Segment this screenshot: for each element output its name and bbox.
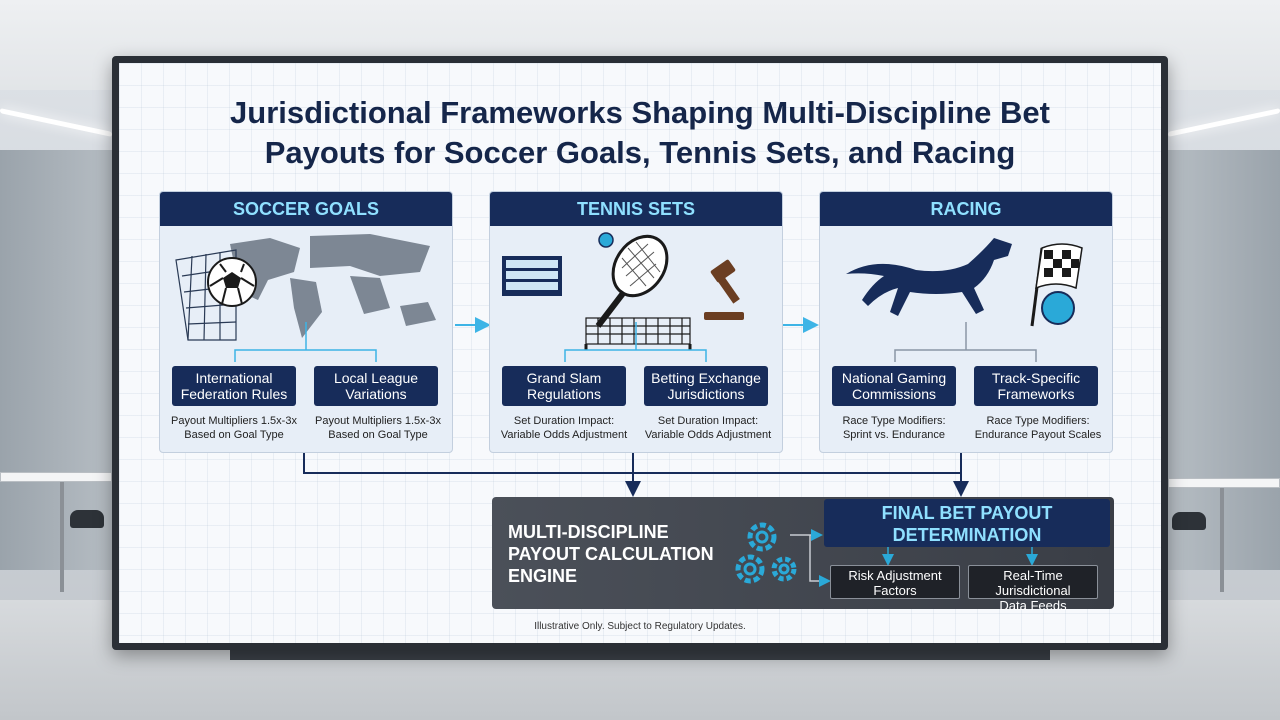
racehorse-icon — [846, 238, 1012, 316]
factor-line-2: Data Feeds — [999, 598, 1067, 613]
note-line-1: Race Type Modifiers: — [986, 415, 1090, 427]
box-line-1: Track-Specific — [991, 370, 1081, 386]
note-local-league — [308, 414, 448, 442]
panel-soccer-header: SOCCER GOALS — [160, 192, 452, 226]
engine-label-line-2: PAYOUT CALCULATION — [508, 544, 714, 564]
racing-illustration — [820, 226, 1112, 356]
soccer-ball-icon — [208, 258, 256, 306]
box-line-1: International — [195, 370, 273, 386]
box-line-1: Grand Slam — [526, 370, 602, 386]
board-stand — [230, 650, 1050, 660]
note-track-specific — [968, 414, 1108, 442]
desk-right — [1168, 478, 1280, 488]
box-track-specific-frameworks — [974, 366, 1098, 406]
payout-engine-block — [492, 497, 1114, 613]
chair-left — [70, 510, 104, 528]
engine-label-line-1: MULTI-DISCIPLINE — [508, 522, 669, 542]
note-line-2: Variable Odds Adjustment — [500, 429, 628, 441]
panel-tennis — [489, 191, 783, 453]
note-line-2: Based on Goal Type — [184, 429, 284, 441]
note-international — [164, 414, 304, 442]
note-line-2: Endurance Payout Scales — [974, 429, 1102, 441]
box-line-1: Betting Exchange — [651, 370, 761, 386]
factor-line-1: Risk Adjustment — [848, 568, 942, 583]
tennis-illustration — [490, 226, 782, 356]
ceiling-light-right — [1168, 108, 1280, 137]
desk-leg-right — [1220, 488, 1224, 592]
chair-right — [1172, 512, 1206, 530]
note-line-1: Race Type Modifiers: — [842, 415, 946, 427]
note-national-gaming — [824, 414, 964, 442]
final-header-line-1: FINAL BET PAYOUT — [881, 503, 1053, 523]
board-title — [179, 93, 1101, 173]
engine-label-line-3: ENGINE — [508, 566, 578, 586]
box-line-2: Regulations — [527, 386, 601, 402]
title-line-2: Payouts for Soccer Goals, Tennis Sets, and Racing — [264, 135, 1016, 170]
footnote: Illustrative Only. Subject to Regulatory Updates. — [534, 621, 746, 632]
box-line-1: National Gaming — [841, 370, 947, 386]
note-line-1: Set Duration Impact: — [657, 415, 759, 427]
box-line-2: Jurisdictions — [667, 386, 745, 402]
panel-soccer — [159, 191, 453, 453]
box-risk-adjustment-factors — [830, 565, 960, 599]
title-line-1: Jurisdictional Frameworks Shaping Multi-Discipline Bet — [230, 95, 1050, 130]
note-line-2: Based on Goal Type — [328, 429, 428, 441]
box-grand-slam-regulations — [502, 366, 626, 406]
panel-tennis-header: TENNIS SETS — [490, 192, 782, 226]
desk-leg-left — [60, 482, 64, 592]
factor-line-2: Factors — [873, 583, 917, 598]
note-line-2: Variable Odds Adjustment — [644, 429, 772, 441]
gavel-icon — [704, 259, 744, 320]
final-header-line-2: DETERMINATION — [892, 525, 1042, 545]
panel-racing — [819, 191, 1113, 453]
desk-left — [0, 472, 112, 482]
presentation-board — [112, 56, 1168, 650]
ceiling-light-left — [0, 108, 112, 137]
tennis-ball-icon — [599, 233, 613, 247]
checkered-flag-icon — [1032, 244, 1082, 326]
panel-racing-header: RACING — [820, 192, 1112, 226]
world-map-icon — [230, 234, 436, 338]
note-line-1: Set Duration Impact: — [513, 415, 615, 427]
note-betting-exchange — [638, 414, 778, 442]
final-payout-header — [824, 499, 1110, 547]
scoreboard-icon — [502, 256, 562, 296]
note-grand-slam — [494, 414, 634, 442]
box-line-2: Commissions — [851, 386, 936, 402]
note-line-2: Sprint vs. Endurance — [842, 429, 946, 441]
note-line-1: Payout Multipliers 1.5x-3x — [315, 415, 441, 427]
box-line-1: Local League — [333, 370, 419, 386]
box-line-2: Frameworks — [997, 386, 1075, 402]
box-line-2: Federation Rules — [180, 386, 288, 402]
soccer-illustration — [160, 226, 452, 356]
box-line-2: Variations — [345, 386, 407, 402]
box-betting-exchange-jurisdictions — [644, 366, 768, 406]
box-international-federation-rules — [172, 366, 296, 406]
bus-line — [304, 453, 961, 473]
note-line-1: Payout Multipliers 1.5x-3x — [171, 415, 297, 427]
box-local-league-variations — [314, 366, 438, 406]
factor-line-1: Real-Time Jurisdictional — [995, 568, 1071, 598]
box-national-gaming-commissions — [832, 366, 956, 406]
box-real-time-data-feeds — [968, 565, 1098, 613]
